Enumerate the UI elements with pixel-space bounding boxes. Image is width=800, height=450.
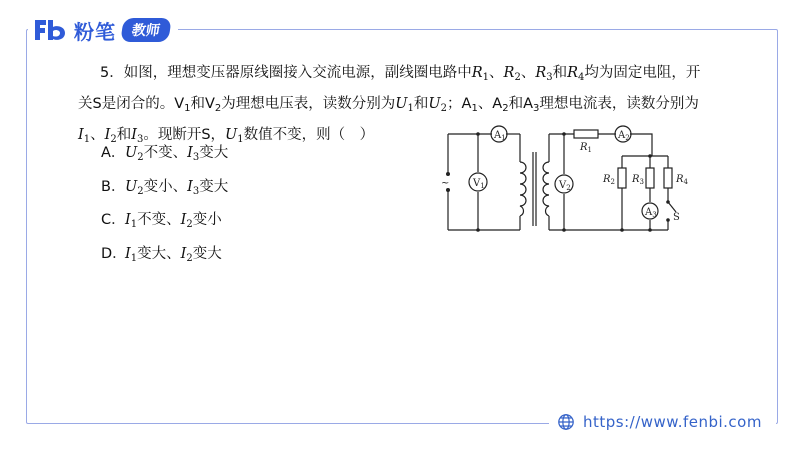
option-d[interactable]: D． $I_1$变大、$I_2$变大 <box>101 240 228 274</box>
math-u1: $U_1$ <box>225 127 244 145</box>
option-b[interactable]: B． $U_2$变小、$I_3$变大 <box>101 173 228 207</box>
option-letter: B． <box>101 178 126 195</box>
fenbi-logo-icon <box>32 16 68 44</box>
question-number: 5． <box>100 65 124 81</box>
footer-website <box>549 410 776 434</box>
voltmeter-v2-label: $V_2$ <box>559 180 571 192</box>
resistor-r2-label: $R_2$ <box>603 174 615 186</box>
ammeter-a2-label: $A_2$ <box>618 130 630 142</box>
text: 、A <box>477 96 503 112</box>
text: 、 <box>520 65 536 81</box>
text: 为理想电压表，读数分别为 <box>221 96 396 112</box>
question-line-1 <box>78 60 738 91</box>
website-url[interactable]: https://www.fenbi.com <box>583 413 762 431</box>
math-u1: $U_1$ <box>395 96 414 114</box>
option-a[interactable]: A． $U_2$不变、$I_3$变大 <box>101 139 228 173</box>
math-u2: $U_2$ <box>428 96 448 114</box>
math-i3: $I_3$ <box>131 127 144 145</box>
math-i1: $I_1$ <box>78 127 91 145</box>
transformer-circuit-diagram <box>440 122 700 242</box>
resistor-r1-label: $R_1$ <box>580 142 592 154</box>
text: 和 <box>116 127 132 143</box>
brand-logo <box>28 14 178 46</box>
option-c[interactable]: C． $I_1$不变、$I_2$变小 <box>101 206 228 240</box>
text: 。现断开S， <box>143 127 226 143</box>
resistor-r3-label: $R_3$ <box>632 174 644 186</box>
math-r3: $R_3$ <box>535 65 553 83</box>
text: 数值不变，则（ ） <box>243 127 375 143</box>
voltmeter-v1-label: $V_1$ <box>473 178 485 190</box>
ammeter-a1-label: $A_1$ <box>494 130 506 142</box>
text: 、 <box>90 127 105 143</box>
globe-icon <box>557 413 575 431</box>
text: 和 <box>413 96 429 112</box>
text: 和A <box>508 96 534 112</box>
answer-options <box>101 139 228 273</box>
math-r1: $R_1$ <box>471 65 490 83</box>
option-letter: C． <box>101 212 126 228</box>
option-letter: A． <box>101 145 126 161</box>
brand-name: 粉笔 <box>74 19 116 44</box>
text: 关S是闭合的。V <box>78 96 185 112</box>
question-line-2: 关S是闭合的。$V_1$和$V_2$为理想电压表，读数分别为$U_1$和$U_2$；$A_1$、$A_2$和$A_3$理想电流表，读数分别为 <box>78 96 699 114</box>
text: 均为固定电阻，开 <box>584 65 701 81</box>
math-r2: $R_2$ <box>503 65 521 83</box>
switch-s-label: S <box>673 212 680 223</box>
math-r4: $R_4$ <box>567 65 585 83</box>
resistor-r4-label: $R_4$ <box>676 174 688 186</box>
text: 和 <box>552 65 568 81</box>
ac-source-icon: ~ <box>441 178 450 189</box>
brand-tag: 教师 <box>120 18 171 42</box>
text: 和V <box>190 96 215 112</box>
text: ；A <box>447 96 472 112</box>
math-i2: $I_2$ <box>104 127 117 145</box>
text: 理想电流表，读数分别为 <box>539 96 699 112</box>
option-letter: D． <box>101 245 127 262</box>
ammeter-a3-label: $A_3$ <box>645 207 657 219</box>
text: 、 <box>489 65 504 81</box>
text: 如图，理想变压器原线圈接入交流电源，副线圈电路中 <box>123 65 472 81</box>
